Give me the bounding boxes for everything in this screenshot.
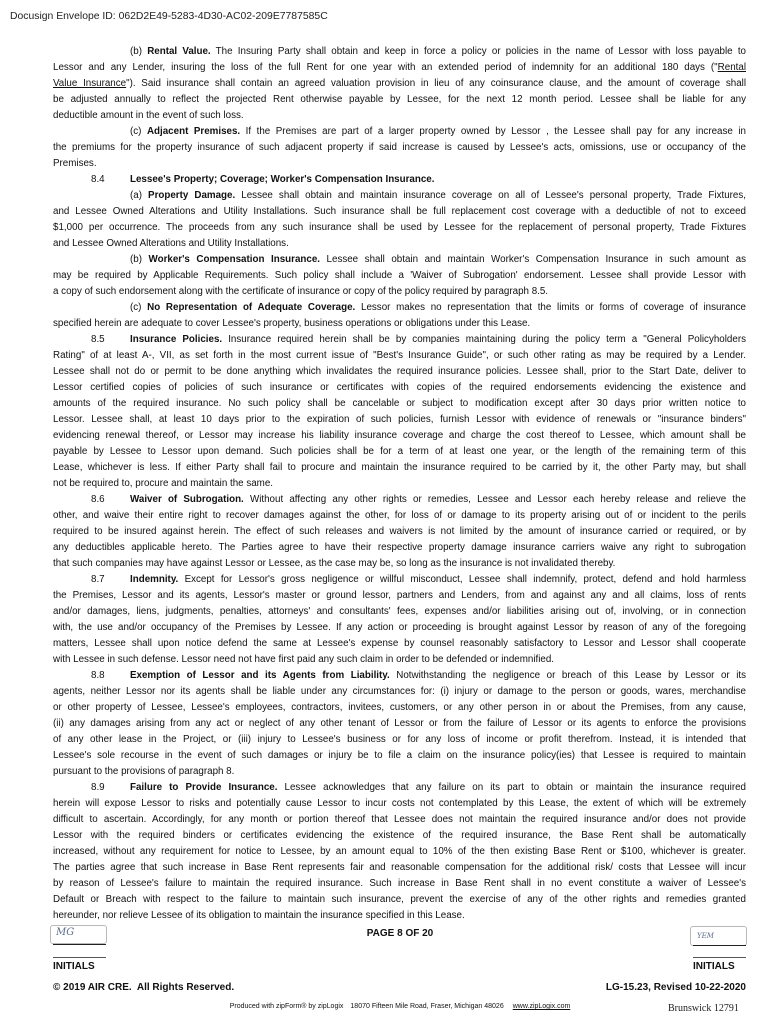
text-line [53,412,746,428]
text-run: The parties agree that such increase in Base Rent represents fair and reasonable compensation for the additional risk/ costs that Lessee will incur [53,862,746,873]
producer-text: Produced with zipForm® by zipLogix [229,1003,344,1010]
text-run: or other property of Lessee, Lessee's employees, contractors, invitees, customers, or any other person in or about the Premises, from any cause, [53,702,746,713]
paragraph-heading: Lessee's Property; Coverage; Worker's Compensation Insurance. [130,174,435,185]
text-line [53,460,746,476]
copyright-notice: © 2019 AIR CRE. All Rights Reserved. [53,982,235,993]
text-line [53,124,746,140]
text-run: (a) [130,190,149,201]
paragraph-heading: Waiver of Subrogation. [130,494,244,505]
text-run: Insurance required herein shall be by companies maintaining during the policy term a "General Policyholders [222,334,746,345]
text-line [53,860,746,876]
text-line [53,348,746,364]
initials-label-left: INITIALS [53,961,95,972]
text-line [53,748,746,764]
paragraph-heading: Adjacent Premises. [146,126,241,137]
text-run: agents, neither Lessor nor its agents shall be liable under any circumstances for: (i) injury or damage to the person or goods, wares, merchandise [53,686,746,697]
section-8-8 [53,668,746,780]
file-reference: Brunswick 12791 [668,1003,739,1014]
text-line [53,604,746,620]
lease-body-text [53,44,746,924]
page-number: PAGE 8 OF 20 [366,928,434,939]
section-8-5 [53,332,746,492]
paragraph-heading: Property Damage. [148,190,236,201]
paragraph-heading: Exemption of Lessor and its Agents from Liability. [130,670,390,681]
text-run: may be required by Applicable Requirements. Such policy shall include a 'Waiver of Subrogation' endorsement. Lessee shall provide Lessor with [53,270,746,281]
text-line [53,60,746,76]
text-run: by reason of Lessee's failure to maintain the required insurance. Such increase in Base Rent shall in no event constitute a waiver of Lessee's [53,878,746,889]
text-run: Except for Lessor's gross negligence or willful misconduct, Lessee shall indemnify, protect, defend and hold harmless [178,574,746,585]
text-line [53,444,746,460]
section-number: 8.8 [91,670,105,681]
text-line [53,316,746,332]
handwritten-initials-right: YEM [697,932,714,940]
text-run: evidencing renewal thereof, or Lessor may increase his liability insurance coverage and charge the cost thereof to Lessee, which amount shall be [53,430,746,441]
text-line [53,252,746,268]
text-run: Lessor with the required binders or certificates evidencing the existence of the required insurance, the Base Rent shall be automatically [53,830,746,841]
text-run: (c) [130,126,147,137]
initials-rule-left [53,957,106,958]
text-run: deductible amount in the event of such loss. [53,110,244,121]
text-line [53,828,746,844]
text-run: specified herein are adequate to cover Lessee's property, business operations or obligations under this Lease. [53,318,531,329]
text-line [53,524,746,540]
text-run: If the Premises are part of a larger property owned by Lessor , the Lessee shall pay for any increase in [240,126,746,137]
text-line [53,204,746,220]
text-line [53,796,746,812]
text-run: Lessee shall not do or permit to be done anything which invalidates the required insurance policies. Lessee shall, prior to the Start Date, deliver to [53,366,746,377]
producer-line [150,1003,650,1010]
text-line [53,892,746,908]
text-line [53,172,746,188]
section-8-4 [53,172,746,188]
text-run: and Lessee Owned Alterations and Utility Installations. Such insurance shall be full replacement cost coverage with a deductible of not to exceed [53,206,746,217]
text-run: hereunder, nor relieve Lessee of its obligation to maintain the insurance specified in this Lease. [53,910,465,921]
text-line [53,572,746,588]
text-line [53,908,746,924]
text-line [53,508,746,524]
text-run: Lessor. Lessee shall, at least 10 days prior to the expiration of such policies, furnish Lessor with evidence of renewals or "insurance binders" [53,414,746,425]
text-line [53,396,746,412]
text-run: (c) [130,302,148,313]
section-8-9 [53,780,746,924]
text-line [53,780,746,796]
text-run: Premises. [53,158,97,169]
subparagraph [53,44,746,124]
text-run: Lessee acknowledges that any failure on its part to obtain or maintain the insurance required [277,782,746,793]
section-number: 8.5 [91,334,105,345]
section-8-6 [53,492,746,572]
text-run: be adjusted annually to reflect the projected Rent otherwise payable by Lessee, for the next 12 month period. Lessee shall be liable for any [53,94,746,105]
section-8-7 [53,572,746,668]
text-run: Lessee shall obtain and maintain Worker's Compensation Insurance in such amount as [320,254,746,265]
text-run: Default or Breach with respect to the failure to maintain such insurance, prevent the exercise of any of the other rights and remedies granted [53,894,746,905]
subparagraph [53,252,746,300]
text-run: herein will expose Lessor to risks and potentially cause Lessor to incur costs not contemplated by this Lease, the extent of which will be extremely [53,798,746,809]
text-line [53,140,746,156]
text-line [53,620,746,636]
text-line [53,364,746,380]
text-line [53,588,746,604]
text-line [53,44,746,60]
text-run: required to be insured against herein. The effect of such releases and waivers is not limited by the amount of insurance carried or required, or by [53,526,746,537]
text-line [53,284,746,300]
text-run: Lessor makes no representation that the limits or forms of coverage of insurance [355,302,746,313]
text-line [53,652,746,668]
defined-term: Value Insurance [53,78,127,89]
text-line [53,268,746,284]
initials-rule-right [693,957,746,958]
text-run: not be required to, procure and maintain the same. [53,478,274,489]
text-line [53,668,746,684]
text-run: The Insuring Party shall obtain and keep in force a policy or policies in the name of Lessor with loss payable to [210,46,746,57]
text-run: any deductibles applicable hereto. The Parties agree to have their respective property damage insurance carriers waive any right to subrogation [53,542,746,553]
text-run: with Lessee in such defense. Lessor need not have first paid any such claim in order to be defended or indemnified. [53,654,555,665]
section-number: 8.7 [91,574,105,585]
text-run: Lessor certified copies of policies of such insurance or certificates with copies of the required endorsements evidencing the existence and [53,382,746,393]
text-line [53,876,746,892]
text-run: a copy of such endorsement along with the certificate of insurance or copy of the policy required by paragraph 8.5. [53,286,549,297]
text-run: other, and waive their entire right to recover damages against the other, for loss of or damage to its property arising out of or incident to the perils [53,510,746,521]
text-run: that such companies may have against Lessor or Lessee, as the case may be, so long as the insurance is not invalidated thereby. [53,558,616,569]
text-line [53,716,746,732]
text-line [53,684,746,700]
text-line [53,76,746,92]
text-line [53,732,746,748]
text-run: with, the use and/or occupancy of the Premises by Lessee. If any action or proceeding is brought against Lessor by reason of any of the foregoing [53,622,746,633]
text-run: and Lessee Owned Alterations and Utility Installations. [53,238,289,249]
text-run: the Premises, Lessor and its agents, Lessor's master or ground lessor, partners and Lenders, from and against any and all claims, loss of rents [53,590,746,601]
text-line [53,700,746,716]
paragraph-heading: Indemnity. [130,574,179,585]
text-run: $1,000 per occurrence. The proceeds from any such insurance shall be used by Lessee for the replacement of personal property, Trade Fixtures [53,222,746,233]
text-run: "). Said insurance shall contain an agreed valuation provision in lieu of any coinsurance clause, and the amount of coverage shall [126,78,747,89]
text-line [53,380,746,396]
text-run: amounts of the required insurance. No such policy shall be cancelable or subject to modification except after 30 days prior written notice to [53,398,746,409]
form-revision: LG-15.23, Revised 10-22-2020 [605,982,746,993]
text-line [53,220,746,236]
text-run: payable by Lessee to Lessor upon demand. Such policies shall be for a term of at least one year, or the length of the remaining term of this [53,446,746,457]
section-number: 8.6 [91,494,105,505]
text-line [53,332,746,348]
initials-label-right: INITIALS [693,961,735,972]
text-run: pursuant to the provisions of paragraph 8. [53,766,235,777]
text-line [53,236,746,252]
text-line [53,556,746,572]
section-number: 8.9 [91,782,105,793]
subparagraph [53,300,746,332]
text-run: Rating" of at least A-, VII, as set forth in the most current issue of "Best's Insurance Guide", or such other rating as may be required by a Lender. [53,350,746,361]
text-run: and/or damages, liens, judgments, penalties, attorneys' and consultants' fees, expenses and/or liabilities arising out of, involving, or in connection [53,606,746,617]
text-run: Notwithstanding the negligence or breach of this Lease by Lessor or its [389,670,746,681]
text-run: Lease, whichever is less. If either Party shall fail to procure and maintain the insurance required to be carried by it, the other Party may, but shall [53,462,746,473]
initials-box-right [690,926,747,946]
text-line [53,476,746,492]
handwritten-initials-left: MG [56,927,75,938]
text-run: Without affecting any other rights or remedies, Lessee and Lessor each hereby release and relieve the [243,494,746,505]
defined-term: Rental [717,62,746,73]
text-run: matters, Lessee shall upon notice defend the same at Lessee's expense by counsel reasonably satisfactory to Lessor and Lessor shall cooperate [53,638,746,649]
text-line [53,844,746,860]
text-line [53,764,746,780]
text-line [53,300,746,316]
text-run: (b) [130,254,149,265]
producer-address: 18070 Fifteen Mile Road, Fraser, Michigan 48026 [350,1003,504,1010]
text-run: Lessor and any Lender, insuring the loss of the full Rent for one year with an extended period of indemnity for an additional 180 days (" [53,62,718,73]
text-run: (ii) any damages arising from any act or neglect of any other tenant of Lessor or from the failure of Lessor or its agents to enforce the provisions [53,718,746,729]
paragraph-heading: Worker's Compensation Insurance. [148,254,320,265]
text-line [53,188,746,204]
subparagraph [53,124,746,172]
paragraph-heading: No Representation of Adequate Coverage. [147,302,356,313]
initials-underline-right [693,945,746,946]
text-run: Lessee shall obtain and maintain insurance coverage on all of Lessee's personal property, Trade Fixtures, [235,190,746,201]
text-line [53,428,746,444]
paragraph-heading: Rental Value. [147,46,211,57]
text-run: Lessee's sole recourse in the event of such damages or injury be to file a claim on the insurance policy(ies) that Lessee is required to maintain [53,750,746,761]
initials-underline-left [53,944,106,945]
text-run: of any other lease in the Project, or (iii) injury to Lessee's business or for any loss of income or profit therefrom. Instead, it is intended that [53,734,746,745]
text-run: (b) [130,46,148,57]
text-run: difficult to ascertain. Accordingly, for any month or portion thereof that Lessee does not maintain the required insurance and/or does not provide [53,814,746,825]
text-run: the premiums for the property insurance of such adjacent property if said increase is caused by Lessee's acts, omissions, use or occupancy of the [53,142,746,153]
paragraph-heading: Insurance Policies. [130,334,223,345]
text-line [53,636,746,652]
subparagraph [53,188,746,252]
text-line [53,492,746,508]
text-line [53,812,746,828]
docusign-envelope-id: Docusign Envelope ID: 062D2E49-5283-4D30-AC02-209E7787585C [10,11,328,22]
text-run: increased, without any requirement for notice to Lessee, by an amount equal to 10% of the then existing Base Rent or $100, whichever is greater. [53,846,746,857]
section-number: 8.4 [91,174,105,185]
website-link[interactable]: www.zipLogix.com [512,1003,571,1010]
initials-box-left [50,925,107,944]
paragraph-heading: Failure to Provide Insurance. [130,782,278,793]
text-line [53,92,746,108]
text-line [53,540,746,556]
text-line [53,108,746,124]
text-line [53,156,746,172]
